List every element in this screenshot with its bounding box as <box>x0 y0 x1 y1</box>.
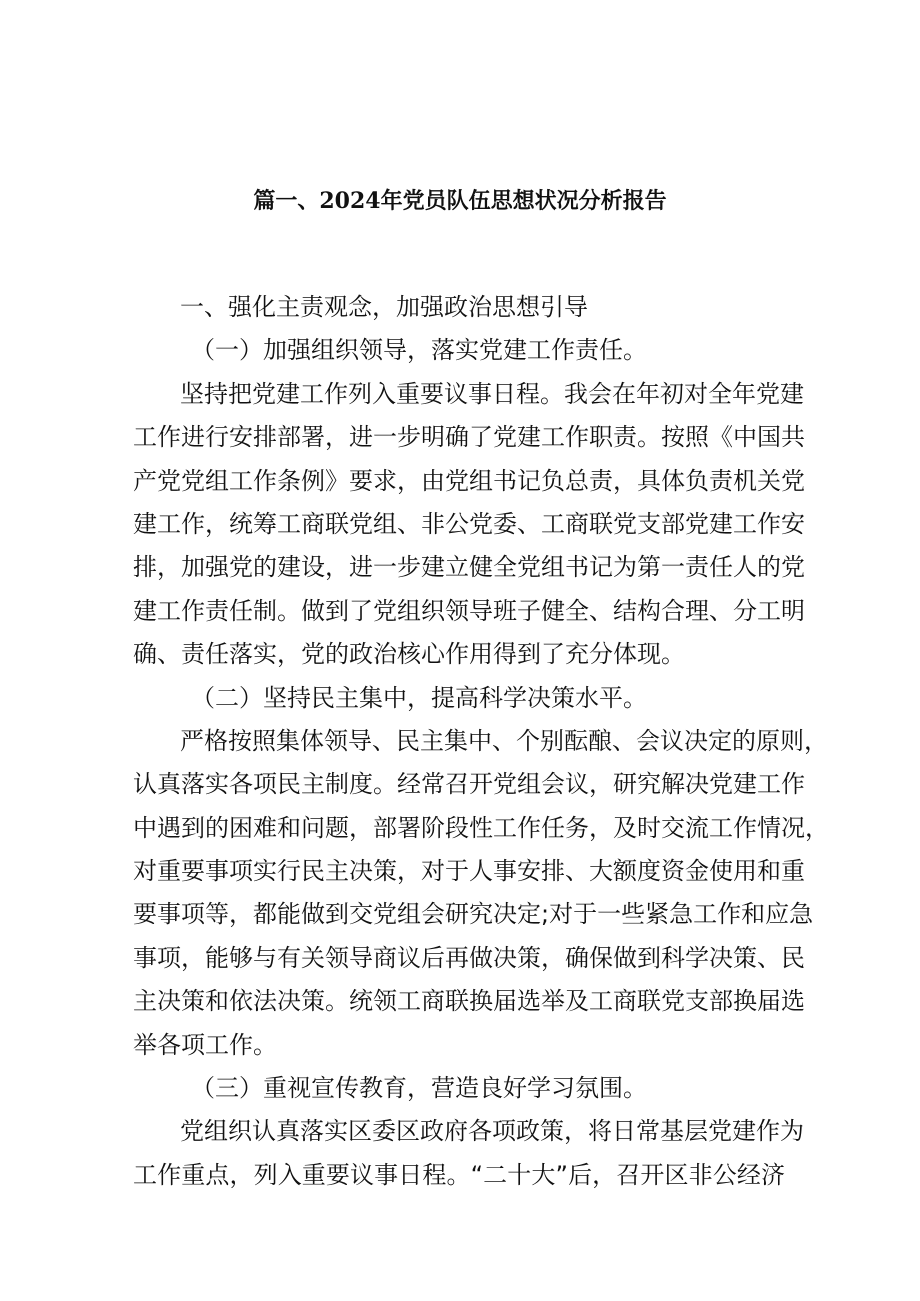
paragraph-line: 产党党组工作条例》要求，由党组书记负总责，具体负责机关党 <box>133 466 805 495</box>
section-heading-1: 一、强化主责观念，加强政治思想引导 <box>180 293 588 321</box>
paragraph-line: 建工作责任制。做到了党组织领导班子健全、结构合理、分工明 <box>133 596 805 625</box>
paragraph-line: 主决策和依法决策。统领工商联换届选举及工商联党支部换届选 <box>133 987 805 1016</box>
paragraph-line: 确、责任落实，党的政治核心作用得到了充分体现。 <box>133 640 685 669</box>
paragraph-line: 举各项工作。 <box>133 1030 277 1059</box>
paragraph-line: 中遇到的困难和问题，部署阶段性工作任务，及时交流工作情况， <box>133 813 829 842</box>
paragraph-line: 工作进行安排部署，进一步明确了党建工作职责。按照《中国共 <box>133 423 805 452</box>
paragraph-line: 事项，能够与有关领导商议后再做决策，确保做到科学决策、民 <box>133 943 805 972</box>
paragraph-line: 党组织认真落实区委区政府各项政策，将日常基层党建作为 <box>180 1117 804 1146</box>
document-title: 篇一、2024年党员队伍思想状况分析报告 <box>253 188 667 214</box>
paragraph-line: 建工作，统筹工商联党组、非公党委、工商联党支部党建工作安 <box>133 509 805 538</box>
paragraph-line: 坚持把党建工作列入重要议事日程。我会在年初对全年党建 <box>180 379 804 408</box>
paragraph-line: 排，加强党的建设，进一步建立健全党组书记为第一责任人的党 <box>133 553 805 582</box>
paragraph-line: 严格按照集体领导、民主集中、个别酝酿、会议决定的原则， <box>180 726 828 755</box>
paragraph-line: 工作重点，列入重要议事日程。“二十大”后，召开区非公经济 <box>133 1160 785 1189</box>
paragraph-line: 认真落实各项民主制度。经常召开党组会议，研究解决党建工作 <box>133 770 805 799</box>
document-body <box>133 286 829 1197</box>
subsection-heading-2: （二）坚持民主集中，提高科学决策水平。 <box>191 683 647 712</box>
paragraph-line: 要事项等，都能做到交党组会研究决定;对于一些紧急工作和应急 <box>133 900 814 929</box>
subsection-heading-1: （一）加强组织领导，落实党建工作责任。 <box>191 336 647 365</box>
paragraph-line: 对重要事项实行民主决策，对于人事安排、大额度资金使用和重 <box>133 857 805 886</box>
subsection-heading-3: （三）重视宣传教育，营造良好学习氛围。 <box>191 1074 647 1103</box>
